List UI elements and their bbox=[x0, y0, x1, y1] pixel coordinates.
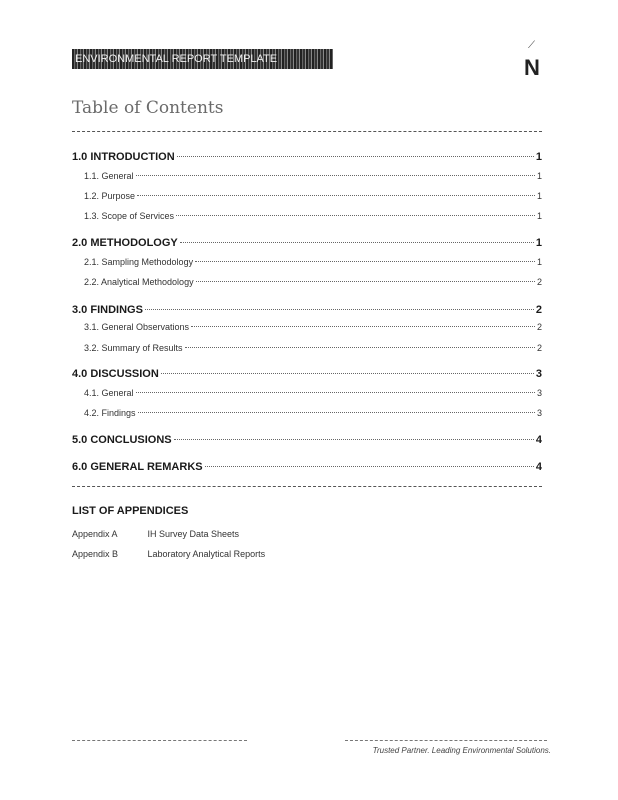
toc-entry-discussion-findings[interactable] bbox=[72, 408, 542, 418]
toc-page-number: 2 bbox=[536, 277, 542, 287]
appendix-code: Appendix B bbox=[72, 549, 119, 559]
toc-entry-label: 3.0 FINDINGS bbox=[72, 304, 143, 316]
toc-entry-label: 2.2. Analytical Methodology bbox=[84, 277, 194, 287]
toc-entry-label: 3.1. General Observations bbox=[84, 322, 190, 332]
toc-entry-label: 4.1. General bbox=[84, 388, 134, 398]
toc-entry-label: 5.0 CONCLUSIONS bbox=[72, 434, 172, 446]
toc-entry-label: 4.2. Findings bbox=[84, 408, 136, 418]
footer-tagline: Trusted Partner. Leading Environmental Solutions. bbox=[372, 746, 551, 755]
toc-entry-discussion-general[interactable] bbox=[72, 388, 542, 398]
toc-page-number: 3 bbox=[536, 388, 542, 398]
toc-dot-leader bbox=[174, 439, 534, 440]
toc-dot-leader bbox=[137, 195, 535, 196]
toc-entry-general-observations[interactable] bbox=[72, 322, 542, 332]
toc-dot-leader bbox=[177, 156, 534, 157]
appendices-heading: LIST OF APPENDICES bbox=[72, 505, 189, 517]
company-logo bbox=[522, 40, 546, 80]
appendix-row[interactable] bbox=[72, 549, 265, 559]
toc-entry-conclusions[interactable] bbox=[72, 434, 542, 446]
toc-entry-sampling-methodology[interactable] bbox=[72, 257, 542, 267]
toc-dot-leader bbox=[136, 175, 535, 176]
toc-dot-leader bbox=[196, 281, 535, 282]
toc-entry-label: 6.0 GENERAL REMARKS bbox=[72, 461, 203, 473]
toc-dot-leader bbox=[185, 347, 535, 348]
toc-entry-label: 1.3. Scope of Services bbox=[84, 211, 175, 221]
toc-dot-leader bbox=[205, 466, 534, 467]
toc-entry-label: 4.0 DISCUSSION bbox=[72, 368, 159, 380]
toc-page-number: 2 bbox=[536, 343, 542, 353]
appendix-row[interactable] bbox=[72, 529, 239, 539]
toc-entry-label: 2.1. Sampling Methodology bbox=[84, 257, 194, 267]
toc-entry-discussion[interactable] bbox=[72, 368, 542, 380]
page-title: Table of Contents bbox=[72, 98, 224, 118]
toc-page-number: 1 bbox=[536, 211, 542, 221]
toc-entry-label: 1.0 INTRODUCTION bbox=[72, 151, 175, 163]
toc-entry-general[interactable] bbox=[72, 171, 542, 181]
toc-page-number: 2 bbox=[536, 322, 542, 332]
logo-mark-icon: ⟋ bbox=[528, 40, 535, 51]
toc-page-number: 1 bbox=[536, 171, 542, 181]
toc-entry-label: 2.0 METHODOLOGY bbox=[72, 237, 178, 249]
toc-dot-leader bbox=[138, 412, 535, 413]
toc-page-number: 1 bbox=[535, 237, 542, 249]
toc-page-number: 3 bbox=[536, 408, 542, 418]
toc-entry-general-remarks[interactable] bbox=[72, 461, 542, 473]
toc-entry-label: 3.2. Summary of Results bbox=[84, 343, 183, 353]
appendix-title: IH Survey Data Sheets bbox=[147, 529, 240, 539]
appendix-title: Laboratory Analytical Reports bbox=[147, 549, 266, 559]
toc-page-number: 3 bbox=[535, 368, 542, 380]
toc-entry-summary-of-results[interactable] bbox=[72, 343, 542, 353]
toc-entry-introduction[interactable] bbox=[72, 151, 542, 163]
toc-page-number: 1 bbox=[536, 257, 542, 267]
footer-divider-left bbox=[72, 740, 247, 741]
toc-page-number: 1 bbox=[536, 191, 542, 201]
toc-bottom-divider bbox=[72, 486, 542, 487]
toc-entry-findings[interactable] bbox=[72, 304, 542, 316]
toc-page-number: 1 bbox=[535, 151, 542, 163]
title-divider bbox=[72, 131, 542, 132]
logo-letter: N bbox=[524, 55, 540, 80]
toc-entry-methodology[interactable] bbox=[72, 237, 542, 249]
toc-dot-leader bbox=[191, 326, 535, 327]
toc-entry-purpose[interactable] bbox=[72, 191, 542, 201]
toc-dot-leader bbox=[136, 392, 535, 393]
appendix-code: Appendix A bbox=[72, 529, 118, 539]
toc-page-number: 4 bbox=[535, 434, 542, 446]
toc-dot-leader bbox=[145, 309, 534, 310]
toc-entry-scope-of-services[interactable] bbox=[72, 211, 542, 221]
toc-entry-analytical-methodology[interactable] bbox=[72, 277, 542, 287]
toc-page-number: 2 bbox=[535, 304, 542, 316]
toc-entry-label: 1.2. Purpose bbox=[84, 191, 136, 201]
toc-dot-leader bbox=[180, 242, 534, 243]
footer-divider-right bbox=[345, 740, 547, 741]
toc-page-number: 4 bbox=[535, 461, 542, 473]
toc-dot-leader bbox=[161, 373, 534, 374]
toc-dot-leader bbox=[176, 215, 535, 216]
toc-entry-label: 1.1. General bbox=[84, 171, 134, 181]
header-banner bbox=[72, 49, 333, 69]
toc-dot-leader bbox=[195, 261, 535, 262]
header-banner-text: ENVIRONMENTAL REPORT TEMPLATE bbox=[75, 53, 278, 65]
